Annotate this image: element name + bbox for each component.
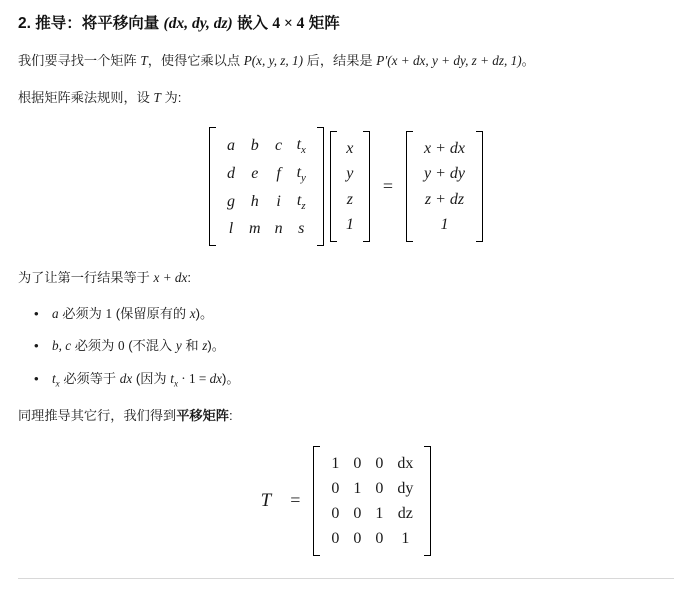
matrix-cell: s bbox=[298, 219, 305, 237]
matrix-cell: i bbox=[276, 193, 281, 211]
matrix-cell: e bbox=[251, 165, 259, 183]
bullet-symbol: b, c bbox=[52, 338, 72, 354]
matrix-cell: dy bbox=[397, 479, 414, 497]
p3-seg1: 为了让第一行结果等于 bbox=[18, 270, 154, 286]
bullet-text: )。 bbox=[207, 338, 225, 354]
matrix-cell: z bbox=[346, 190, 353, 208]
bullet-text: (保留原有的 bbox=[112, 306, 190, 322]
matrix-translation bbox=[313, 446, 431, 557]
bullet-text: 必须为 bbox=[71, 338, 118, 354]
matrix-cell: y bbox=[346, 165, 354, 183]
matrix-cell: 0 bbox=[353, 504, 362, 522]
matrix-row bbox=[417, 212, 472, 237]
p4-seg1: 同理推导其它行，我们得到 bbox=[18, 408, 177, 424]
matrix-cell: 0 bbox=[375, 479, 384, 497]
matrix-cell: $t_z$ bbox=[296, 192, 306, 213]
matrix-row bbox=[417, 136, 472, 161]
bullet-symbol: $t_x \cdot 1$ = dx bbox=[170, 370, 223, 389]
matrix-row bbox=[220, 132, 313, 160]
matrix-T-general bbox=[209, 127, 324, 246]
equation-translation-matrix bbox=[18, 446, 674, 557]
paragraph-rule bbox=[18, 86, 674, 109]
list-item bbox=[40, 335, 674, 356]
bullet-symbol: z bbox=[202, 338, 208, 354]
p1-seg1: 我们要寻找一个矩阵 bbox=[18, 52, 141, 68]
page-title bbox=[18, 14, 674, 35]
matrix-cell: z + dz bbox=[424, 190, 465, 208]
matrix-cell: 1 bbox=[353, 479, 362, 497]
p1-seg4: 。 bbox=[521, 52, 535, 68]
matrix-row bbox=[341, 187, 359, 212]
matrix-row bbox=[324, 501, 420, 526]
matrix-cell: 1 bbox=[331, 454, 340, 472]
title-dims: 4 × 4 bbox=[272, 15, 305, 32]
matrix-cell: 1 bbox=[440, 215, 449, 233]
p2-symbol-T: T bbox=[153, 90, 161, 106]
matrix-cell: y + dy bbox=[424, 165, 465, 183]
bullet-symbol: x bbox=[189, 306, 196, 322]
footer-divider bbox=[18, 578, 674, 579]
bullet-symbol: y bbox=[175, 338, 182, 354]
matrix-cell: h bbox=[250, 193, 259, 211]
matrix-label-T: T bbox=[260, 489, 272, 511]
bullet-text: (因为 bbox=[132, 370, 171, 386]
p1-point: P(x, y, z, 1) bbox=[243, 52, 304, 68]
title-vector: (dx, dy, dz) bbox=[163, 15, 233, 32]
matrix-cell: 1 bbox=[375, 504, 384, 522]
p1-result: P′(x + dx, y + dy, z + dz, 1) bbox=[376, 52, 522, 68]
matrix-cell: 0 bbox=[375, 530, 384, 548]
paragraph-conclusion bbox=[18, 404, 674, 427]
p2-seg1: 根据矩阵乘法规则，设 bbox=[18, 90, 154, 106]
matrix-cell: n bbox=[274, 219, 283, 237]
p4-bold-term: 平移矩阵 bbox=[176, 408, 229, 424]
matrix-cell: 0 bbox=[375, 454, 384, 472]
equals-sign: = bbox=[290, 490, 301, 511]
matrix-row bbox=[220, 216, 313, 241]
bullet-text: )。 bbox=[222, 370, 240, 386]
matrix-cell: a bbox=[227, 137, 235, 155]
bullet-text: 必须为 bbox=[58, 306, 106, 322]
p1-symbol-T: T bbox=[140, 52, 148, 68]
matrix-cell: c bbox=[275, 137, 283, 155]
title-suffix: 矩阵 bbox=[304, 15, 340, 32]
matrix-cell: m bbox=[249, 219, 261, 237]
matrix-row bbox=[341, 136, 359, 161]
title-prefix: 2. 推导：将平移向量 bbox=[18, 15, 164, 32]
matrix-cell: l bbox=[228, 219, 234, 237]
bullet-number: 1 bbox=[105, 306, 113, 322]
matrix-cell: 0 bbox=[331, 479, 340, 497]
matrix-cell: d bbox=[227, 165, 235, 183]
matrix-cell: 1 bbox=[345, 215, 354, 233]
paragraph-first-row-condition bbox=[18, 266, 674, 289]
matrix-cell: g bbox=[227, 193, 235, 211]
p1-seg3: 后，结果是 bbox=[303, 52, 377, 68]
title-middle: 嵌入 bbox=[232, 15, 273, 32]
p3-expr: x + dx bbox=[153, 270, 188, 286]
matrix-cell: 0 bbox=[353, 454, 362, 472]
list-item bbox=[40, 368, 674, 391]
vector-result bbox=[406, 131, 483, 242]
equation-general-matrix bbox=[18, 127, 674, 246]
matrix-row bbox=[220, 188, 313, 216]
bullet-text: 和 bbox=[181, 338, 203, 354]
list-item bbox=[40, 303, 674, 324]
bullet-text: 必须等于 bbox=[59, 370, 120, 386]
p2-seg2: 为: bbox=[160, 90, 182, 106]
matrix-cell: dx bbox=[397, 454, 414, 472]
matrix-row bbox=[341, 212, 359, 237]
bullet-symbol: $t_x$ bbox=[52, 370, 60, 389]
bullet-text: (不混入 bbox=[124, 338, 176, 354]
matrix-cell: 0 bbox=[353, 530, 362, 548]
matrix-row bbox=[220, 160, 313, 188]
matrix-row bbox=[341, 161, 359, 186]
matrix-cell: f bbox=[276, 165, 281, 183]
matrix-cell: $t_x$ bbox=[296, 136, 306, 157]
matrix-row bbox=[324, 476, 420, 501]
matrix-cell: x bbox=[346, 140, 354, 158]
p4-seg2: : bbox=[229, 408, 233, 424]
p1-seg2: ，使得它乘以点 bbox=[147, 52, 244, 68]
matrix-row bbox=[417, 161, 472, 186]
matrix-cell: 0 bbox=[331, 504, 340, 522]
paragraph-definition bbox=[18, 49, 674, 72]
bullet-number: dx bbox=[119, 370, 133, 386]
matrix-cell: $t_y$ bbox=[296, 164, 306, 185]
matrix-cell: b bbox=[250, 137, 259, 155]
bullet-text: )。 bbox=[195, 306, 214, 322]
matrix-cell: 1 bbox=[401, 530, 410, 548]
vector-point bbox=[330, 131, 370, 242]
matrix-cell: dz bbox=[397, 504, 413, 522]
matrix-cell: x + dx bbox=[424, 140, 465, 158]
bullet-symbol: a bbox=[52, 306, 59, 322]
condition-list bbox=[18, 303, 674, 390]
matrix-row bbox=[324, 451, 420, 476]
matrix-row bbox=[324, 526, 420, 551]
bullet-number: 0 bbox=[117, 338, 125, 354]
equals-sign: = bbox=[382, 176, 393, 197]
matrix-cell: 0 bbox=[331, 530, 340, 548]
p3-seg2: : bbox=[187, 270, 192, 286]
matrix-row bbox=[417, 187, 472, 212]
